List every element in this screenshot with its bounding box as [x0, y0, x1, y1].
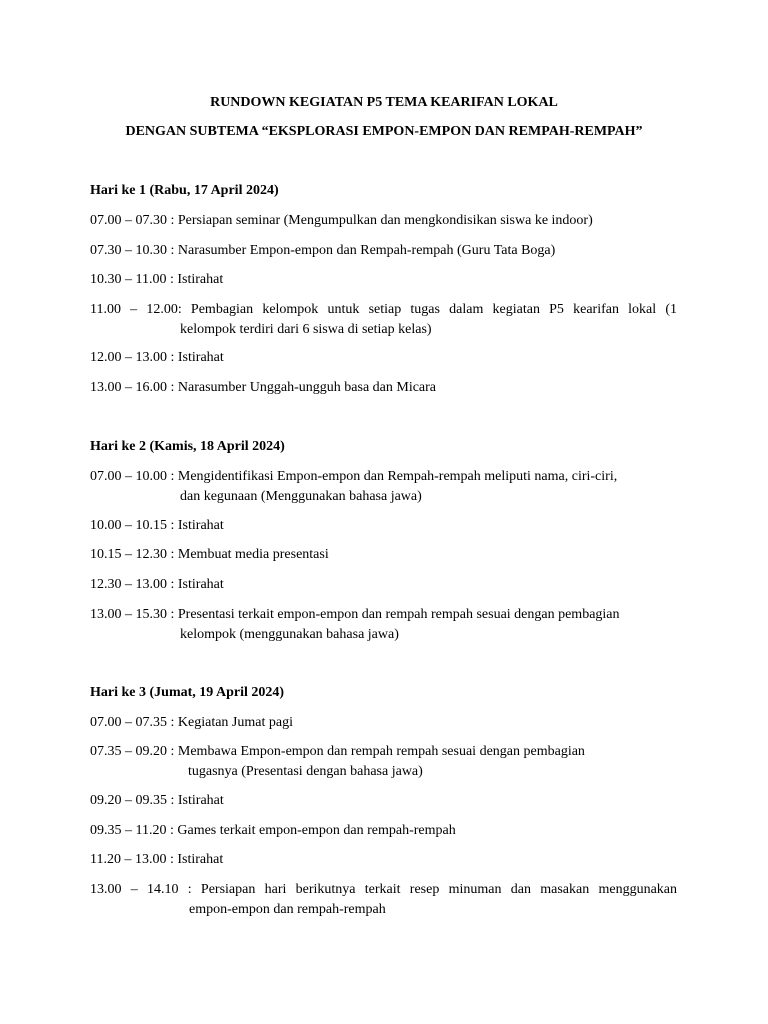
day-1-item: [90, 348, 677, 367]
schedule-line: 10.00 – 10.15 : Istirahat: [90, 518, 224, 533]
day-1-item: [90, 241, 677, 260]
schedule-line: 12.00 – 13.00 : Istirahat: [90, 350, 224, 365]
schedule-line: 13.00 – 15.30 : Presentasi terkait empon-empon dan rempah rempah sesuai dengan pembagian: [90, 607, 620, 622]
schedule-line: 07.35 – 09.20 : Membawa Empon-empon dan rempah rempah sesuai dengan pembagian: [90, 744, 585, 759]
schedule-line: 07.00 – 07.30 : Persiapan seminar (Mengumpulkan dan mengkondisikan siswa ke indoor): [90, 213, 593, 228]
schedule-line-continuation: tugasnya (Presentasi dengan bahasa jawa): [188, 764, 423, 779]
schedule-line: 09.20 – 09.35 : Istirahat: [90, 793, 224, 808]
day-2-heading: Hari ke 2 (Kamis, 18 April 2024): [90, 439, 285, 454]
day-1-item: [90, 211, 677, 230]
schedule-line: 10.30 – 11.00 : Istirahat: [90, 272, 224, 287]
day-1-item: [90, 378, 677, 397]
day-3-item: [90, 821, 677, 840]
day-3-item: [90, 713, 677, 732]
day-3-item: [90, 742, 677, 781]
schedule-line: 09.35 – 11.20 : Games terkait empon-empon dan rempah-rempah: [90, 823, 456, 838]
schedule-line-continuation: kelompok terdiri dari 6 siswa di setiap kelas): [180, 322, 432, 337]
schedule-line-continuation: dan kegunaan (Menggunakan bahasa jawa): [180, 489, 422, 504]
day-3-item: [90, 850, 677, 869]
day-3-item: [90, 791, 677, 810]
day-2-item: [90, 575, 677, 594]
schedule-line: 13.00 – 14.10 : Persiapan hari berikutnya terkait resep minuman dan masakan menggunakan: [90, 882, 677, 897]
day-1-item: [90, 270, 677, 289]
day-1-heading: Hari ke 1 (Rabu, 17 April 2024): [90, 183, 279, 198]
day-2-item: [90, 516, 677, 535]
schedule-line: 11.00 – 12.00: Pembagian kelompok untuk setiap tugas dalam kegiatan P5 kearifan lokal (1: [90, 302, 677, 317]
document-title: RUNDOWN KEGIATAN P5 TEMA KEARIFAN LOKAL: [210, 95, 558, 110]
schedule-line: 10.15 – 12.30 : Membuat media presentasi: [90, 547, 329, 562]
schedule-line-continuation: kelompok (menggunakan bahasa jawa): [180, 627, 399, 642]
day-2-item: [90, 467, 677, 506]
schedule-line: 07.00 – 07.35 : Kegiatan Jumat pagi: [90, 715, 293, 730]
day-2-item: [90, 545, 677, 564]
day-1-item: [90, 300, 677, 339]
document-subtitle: DENGAN SUBTEMA “EKSPLORASI EMPON-EMPON DAN REMPAH-REMPAH”: [125, 124, 643, 139]
schedule-line: 13.00 – 16.00 : Narasumber Unggah-ungguh basa dan Micara: [90, 380, 437, 395]
schedule-line: 12.30 – 13.00 : Istirahat: [90, 577, 224, 592]
schedule-line: 07.30 – 10.30 : Narasumber Empon-empon dan Rempah-rempah (Guru Tata Boga): [90, 243, 556, 258]
schedule-line-continuation: empon-empon dan rempah-rempah: [189, 902, 386, 917]
schedule-line: 07.00 – 10.00 : Mengidentifikasi Empon-empon dan Rempah-rempah meliputi nama, ciri-ciri,: [90, 469, 618, 484]
day-3-item: [90, 880, 677, 919]
day-3-heading: Hari ke 3 (Jumat, 19 April 2024): [90, 685, 285, 700]
schedule-line: 11.20 – 13.00 : Istirahat: [90, 852, 224, 867]
day-2-item: [90, 605, 677, 644]
